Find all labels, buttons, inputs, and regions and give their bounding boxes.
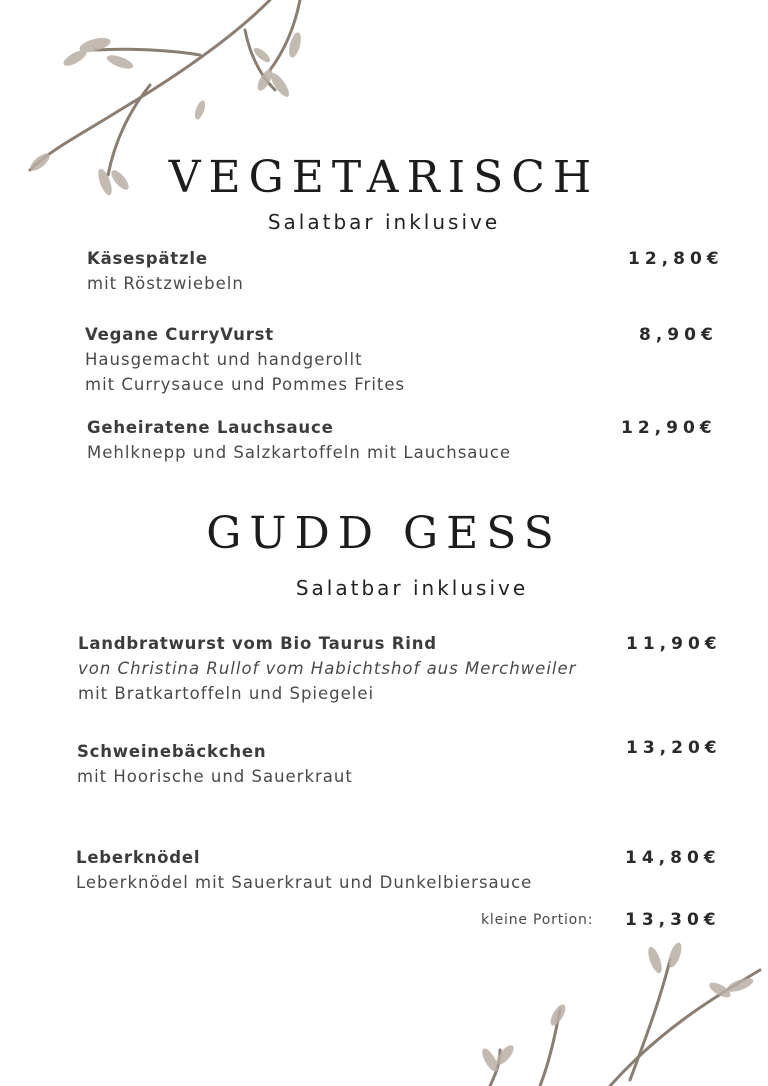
section-title-vegetarisch: VEGETARISCH [168,152,600,203]
dish-description: Leberknödel mit Sauerkraut und Dunkelbiersauce [76,873,533,892]
dish-description: Hausgemacht und handgerollt [85,350,363,369]
dish-name: Käsespätzle [87,249,208,268]
section-subtitle: Salatbar inklusive [267,210,501,234]
menu-item-landbratwurst [78,631,576,706]
menu-item-vegane-curryvurst [85,322,405,397]
dish-price: 14,80€ [625,848,721,868]
dish-description: mit Currysauce und Pommes Frites [85,375,406,394]
dish-description: Mehlknepp und Salzkartoffeln mit Lauchsauce [87,443,512,462]
section-title-gudd-gess: GUDD GESS [206,508,562,559]
menu-item-kaesespaetzle [87,246,244,296]
dish-name: Vegane CurryVurst [85,325,274,344]
dish-price: 13,20€ [626,738,722,758]
dish-price: 12,80€ [628,249,724,269]
small-portion-price: 13,30€ [625,910,721,930]
menu-item-leberknoedel [76,845,532,895]
section-subtitle: Salatbar inklusive [295,576,529,600]
dish-name: Schweinebäckchen [77,742,267,761]
dish-name: Landbratwurst vom Bio Taurus Rind [78,634,437,653]
branch-decoration-bottom [440,930,768,1086]
dish-price: 8,90€ [639,325,718,345]
dish-description: mit Röstzwiebeln [87,274,244,293]
dish-origin: von Christina Rullof vom Habichtshof aus Merchweiler [78,659,577,678]
menu-item-geheiratene-lauchsauce [87,415,511,465]
dish-name: Leberknödel [76,848,201,867]
dish-price: 12,90€ [621,418,717,438]
dish-price: 11,90€ [626,634,722,654]
dish-description: mit Hoorische und Sauerkraut [77,767,353,786]
small-portion-label: kleine Portion: [481,912,594,928]
dish-description: mit Bratkartoffeln und Spiegelei [78,684,375,703]
menu-item-schweinebaeckchen [77,739,353,789]
dish-name: Geheiratene Lauchsauce [87,418,334,437]
